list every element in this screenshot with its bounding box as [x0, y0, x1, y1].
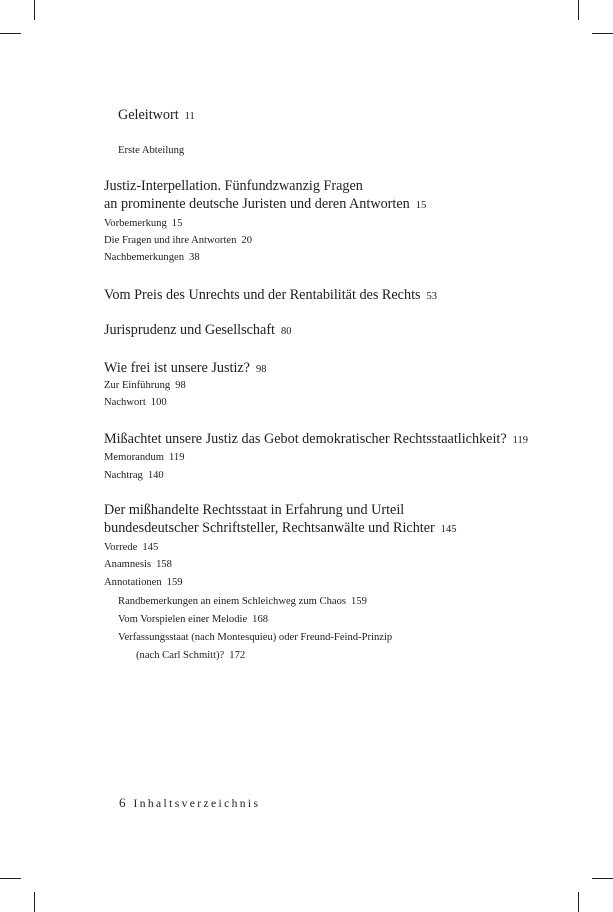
toc-entry-geleitwort [118, 107, 195, 124]
crop-mark-bottom-left-horizontal [0, 878, 21, 879]
toc-entry-title: Mißachtet unsere Justiz das Gebot demokratischer Rechtsstaatlichkeit? [104, 431, 507, 447]
toc-subentry-title: Nachtrag [104, 470, 143, 481]
toc-subentry-anamnesis [104, 559, 172, 570]
crop-mark-bottom-left-vertical [34, 892, 35, 912]
toc-subentry-title: (nach Carl Schmitt)? [136, 650, 225, 661]
toc-subentry-page: 168 [252, 614, 269, 625]
toc-entry-missachtet [104, 431, 528, 448]
toc-subentry-page: 15 [171, 218, 183, 229]
toc-subentry-title: Zur Einführung [104, 380, 171, 391]
toc-entry-preis-des-unrechts [104, 287, 437, 304]
page-number: 6 [119, 795, 126, 810]
toc-subentry-nachwort [104, 397, 167, 408]
toc-entry-page: 11 [184, 111, 195, 122]
toc-subentry-title: Annotationen [104, 577, 162, 588]
toc-entry-justiz-interpellation-line1 [104, 178, 363, 195]
toc-subentry-page: 140 [147, 470, 164, 481]
running-title: Inhaltsverzeichnis [133, 798, 261, 810]
toc-subentry-vorspielen [118, 614, 268, 625]
toc-entry-page: 119 [512, 435, 529, 446]
crop-mark-top-right-vertical [578, 0, 579, 20]
toc-subentry-page: 98 [175, 380, 186, 391]
toc-subentry-annotationen [104, 577, 183, 588]
toc-entry-title: bundesdeutscher Schriftsteller, Rechtsanwälte und Richter [104, 520, 435, 536]
toc-entry-title: Justiz-Interpellation. Fünfundzwanzig Fragen [104, 178, 363, 194]
toc-subentry-page: 159 [166, 577, 183, 588]
toc-entry-page: 98 [255, 364, 267, 375]
toc-subentry-vorbemerkung [104, 218, 182, 229]
toc-entry-title: Der mißhandelte Rechtsstaat in Erfahrung und Urteil [104, 502, 405, 518]
toc-subentry-title: Verfassungsstaat (nach Montesquieu) oder Freund-Feind-Prinzip [118, 632, 393, 643]
crop-mark-top-left-horizontal [0, 33, 21, 34]
toc-entry-misshandelte-rechtsstaat-line1 [104, 502, 404, 519]
toc-entry-wie-frei [104, 360, 266, 377]
toc-subentry-page: 158 [156, 559, 172, 570]
toc-subentry-title: Vorbemerkung [104, 218, 167, 229]
crop-mark-top-right-horizontal [592, 33, 613, 34]
toc-subentry-title: Nachbemerkungen [104, 252, 185, 263]
toc-subentry-title: Nachwort [104, 397, 146, 408]
toc-subentry-page: 145 [142, 542, 159, 553]
toc-subentry-title: Randbemerkungen an einem Schleichweg zum Chaos [118, 596, 346, 607]
toc-entry-page: 80 [281, 326, 292, 337]
toc-entry-title: Wie frei ist unsere Justiz? [104, 360, 250, 376]
toc-entry-justiz-interpellation-line2 [104, 196, 426, 213]
toc-subentry-title: Vom Vorspielen einer Melodie [118, 614, 248, 625]
toc-subentry-nachtrag [104, 470, 164, 481]
toc-subentry-page: 172 [229, 650, 246, 661]
section-heading-erste-abteilung [118, 145, 184, 156]
section-heading-title: Erste Abteilung [118, 145, 185, 156]
toc-subentry-page: 119 [169, 452, 185, 463]
toc-subentry-title: Anamnesis [104, 559, 152, 570]
toc-subentry-fragen-antworten [104, 235, 252, 246]
toc-subentry-page: 159 [351, 596, 367, 607]
toc-subentry-title: Die Fragen und ihre Antworten [104, 235, 237, 246]
toc-subentry-nachbemerkungen [104, 252, 200, 263]
crop-mark-bottom-right-horizontal [592, 878, 613, 879]
toc-entry-title: an prominente deutsche Juristen und deren Antworten [104, 196, 410, 212]
toc-subentry-memorandum [104, 452, 185, 463]
toc-subentry-page: 38 [189, 252, 200, 263]
toc-subentry-verfassungsstaat-line1 [118, 632, 392, 643]
toc-entry-title: Geleitwort [118, 107, 179, 123]
toc-subentry-title: Vorrede [104, 542, 138, 553]
toc-subentry-zur-einfuehrung [104, 380, 186, 391]
toc-subentry-page: 100 [150, 397, 167, 408]
page-footer [119, 794, 260, 812]
crop-mark-bottom-right-vertical [578, 892, 579, 912]
crop-mark-top-left-vertical [34, 0, 35, 20]
toc-entry-page: 145 [440, 524, 457, 535]
toc-subentry-page: 20 [241, 235, 252, 246]
toc-subentry-title: Memorandum [104, 452, 165, 463]
toc-subentry-verfassungsstaat-line2 [136, 650, 245, 661]
toc-entry-page: 15 [415, 200, 427, 211]
toc-entry-page: 53 [426, 291, 438, 302]
toc-entry-jurisprudenz [104, 322, 292, 339]
toc-subentry-randbemerkungen [118, 596, 367, 607]
toc-entry-title: Vom Preis des Unrechts und der Rentabilität des Rechts [104, 287, 421, 303]
toc-entry-title: Jurisprudenz und Gesellschaft [104, 322, 275, 338]
toc-subentry-vorrede [104, 542, 158, 553]
toc-entry-misshandelte-rechtsstaat-line2 [104, 520, 457, 537]
